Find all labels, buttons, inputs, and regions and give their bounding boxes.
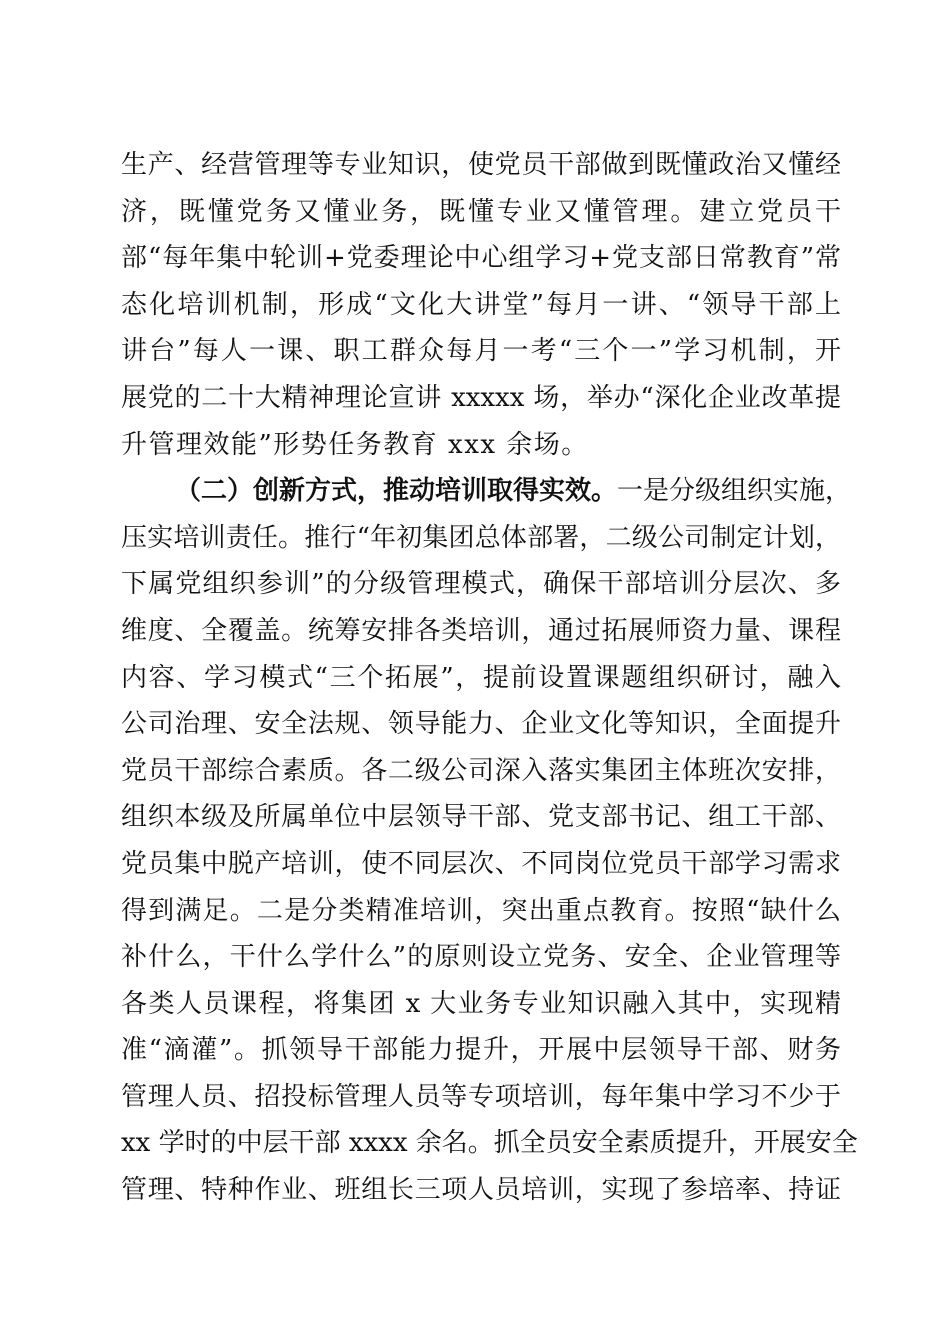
text-line: 生产、经营管理等专业知识，使党员干部做到既懂政治又懂经 — [121, 150, 841, 180]
text-line: 展党的二十大精神理论宣讲 xxxxx 场，举办“深化企业改革提 — [121, 382, 841, 413]
body-text — [121, 142, 858, 1214]
text-line: 态化培训机制，形成“文化大讲堂”每月一讲、“领导干部上 — [121, 289, 841, 320]
text-line: 部“每年集中轮训+党委理论中心组学习+党支部日常教育”常 — [121, 243, 841, 274]
paragraph-first-line — [121, 468, 852, 515]
text-line: 党员集中脱产培训，使不同层次、不同岗位党员干部学习需求 — [121, 848, 841, 879]
text-line: xx 学时的中层干部 xxxx 余名。抓全员安全素质提升，开展安全 — [121, 1128, 858, 1159]
text-line: 内容、学习模式“三个拓展”，提前设置课题组织研讨，融入 — [121, 662, 841, 693]
text-line: 各类人员课程，将集团 x 大业务专业知识融入其中，实现精 — [121, 988, 841, 1019]
text-line: 得到满足。二是分类精准培训，突出重点教育。按照“缺什么 — [121, 895, 841, 926]
text-line: 组织本级及所属单位中层领导干部、党支部书记、组工干部、 — [121, 802, 841, 833]
section-heading: （二）创新方式，推动培训取得实效。 — [175, 476, 618, 507]
text-line: 讲台”每人一课、职工群众每月一考“三个一”学习机制，开 — [121, 336, 841, 367]
text-line: 补什么，干什么学什么”的原则设立党务、安全、企业管理等 — [121, 942, 841, 973]
text-line: 准“滴灌”。抓领导干部能力提升，开展中层领导干部、财务 — [121, 1035, 841, 1066]
text-span: 一是分级组织实施， — [617, 476, 852, 507]
text-line: 管理、特种作业、班组长三项人员培训，实现了参培率、持证 — [121, 1175, 841, 1206]
text-line: 下属党组织参训”的分级管理模式，确保干部培训分层次、多 — [121, 569, 841, 600]
text-line: 党员干部综合素质。各二级公司深入落实集团主体班次安排， — [121, 755, 841, 786]
text-line: 压实培训责任。推行“年初集团总体部署，二级公司制定计划， — [121, 522, 841, 553]
text-line: 济，既懂党务又懂业务，既懂专业又懂管理。建立党员干 — [121, 196, 841, 227]
text-line: 升管理效能”形势任务教育 xxx 余场。 — [121, 429, 589, 460]
text-line: 管理人员、招投标管理人员等专项培训，每年集中学习不少于 — [121, 1081, 841, 1112]
text-line: 公司治理、安全法规、领导能力、企业文化等知识，全面提升 — [121, 709, 841, 740]
text-line: 维度、全覆盖。统筹安排各类培训，通过拓展师资力量、课程 — [121, 615, 841, 646]
